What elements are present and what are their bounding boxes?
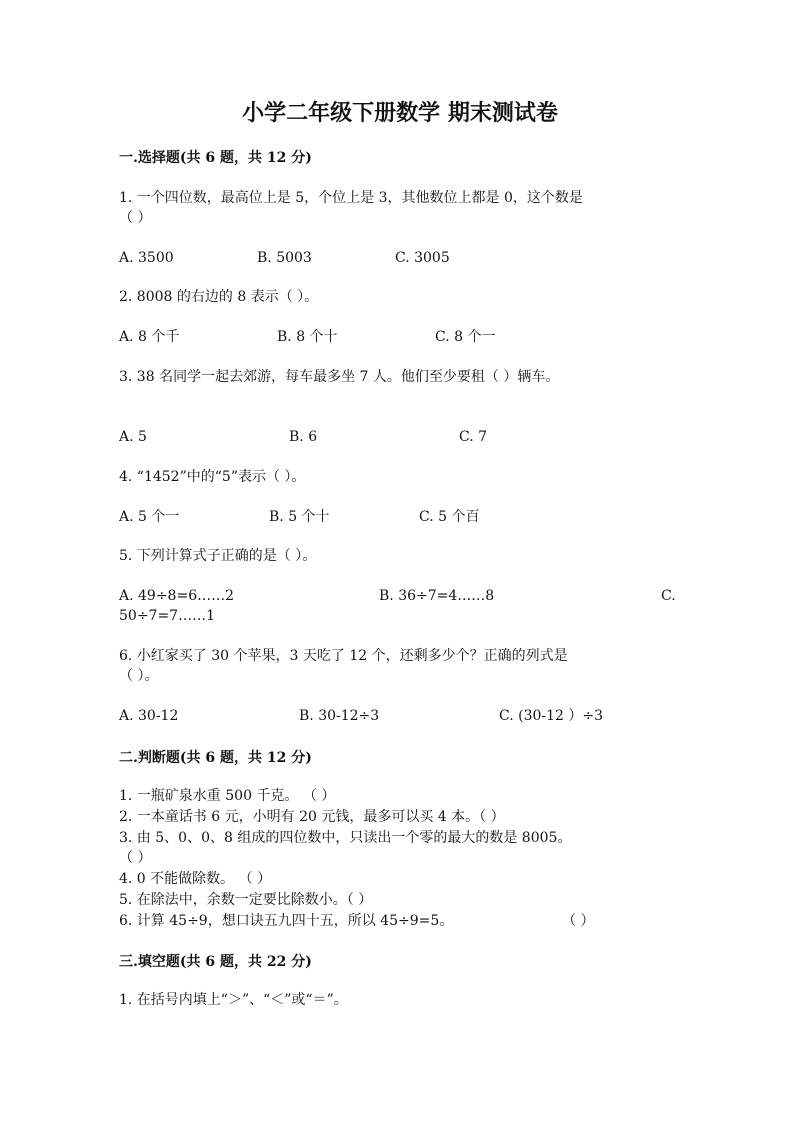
q3-option-b[interactable]: B. 6 [289,429,318,445]
judge-item-5: 5. 在除法中，余数一定要比除数小。（ ） [119,892,373,908]
question-3: 3. 38 名同学一起去郊游，每车最多坐 7 人。他们至少要租（ ）辆车。 [119,369,560,385]
judge-item-3-paren: （ ） [119,850,152,866]
judge-item-4: 4. 0 不能做除数。 （ ） [119,871,272,887]
question-6-line1: 6. 小红家买了 30 个苹果，3 天吃了 12 个，还剩多少个？正确的列式是 [119,648,568,664]
judge-item-6-paren: （ ） [562,913,595,929]
q3-option-a[interactable]: A. 5 [119,429,147,445]
q6-option-a[interactable]: A. 30-12 [119,708,179,724]
q6-option-c[interactable]: C. (30-12 ）÷3 [499,708,604,724]
q1-option-a[interactable]: A. 3500 [119,250,174,266]
question-1-line2: （ ） [119,210,152,226]
q4-option-a[interactable]: A. 5 个一 [119,509,180,525]
judge-item-3: 3. 由 5、0、0、8 组成的四位数中，只读出一个零的最大的数是 8005。 [119,830,572,846]
q4-option-c[interactable]: C. 5 个百 [419,509,480,525]
question-5: 5. 下列计算式子正确的是（ ）。 [119,548,317,564]
section-heading-choice: 一.选择题(共 6 题，共 12 分) [119,150,312,166]
question-1-line1: 1. 一个四位数，最高位上是 5，个位上是 3，其他数位上都是 0，这个数是 [119,190,583,206]
q1-option-b[interactable]: B. 5003 [257,250,312,266]
q1-option-c[interactable]: C. 3005 [395,250,450,266]
judge-item-6: 6. 计算 45÷9，想口诀五九四十五，所以 45÷9=5。 [119,913,454,929]
q3-option-c[interactable]: C. 7 [459,429,488,445]
question-2: 2. 8008 的右边的 8 表示（ ）。 [119,289,319,305]
q5-option-b[interactable]: B. 36÷7=4……8 [379,588,495,604]
q2-option-b[interactable]: B. 8 个十 [277,329,338,345]
judge-item-2: 2. 一本童话书 6 元，小明有 20 元钱，最多可以买 4 本。（ ） [119,809,505,825]
q5-option-c-label[interactable]: C. [661,588,676,604]
q2-option-c[interactable]: C. 8 个一 [435,329,496,345]
q2-option-a[interactable]: A. 8 个千 [119,329,180,345]
page-title: 小学二年级下册数学 期末测试卷 [242,100,558,126]
q4-option-b[interactable]: B. 5 个十 [269,509,330,525]
section-heading-fill: 三.填空题(共 6 题，共 22 分) [119,954,312,970]
q5-option-a[interactable]: A. 49÷8=6……2 [119,588,235,604]
question-4: 4. “1452”中的“5”表示（ ）。 [119,469,306,485]
q5-option-c-text: 50÷7=7……1 [119,608,215,624]
question-6-line2: （ ）。 [119,668,159,684]
judge-item-1: 1. 一瓶矿泉水重 500 千克。 （ ） [119,788,336,804]
fill-question-1: 1. 在括号内填上“＞”、“＜”或“＝”。 [119,992,348,1008]
section-heading-judge: 二.判断题(共 6 题，共 12 分) [119,750,312,766]
q6-option-b[interactable]: B. 30-12÷3 [299,708,380,724]
